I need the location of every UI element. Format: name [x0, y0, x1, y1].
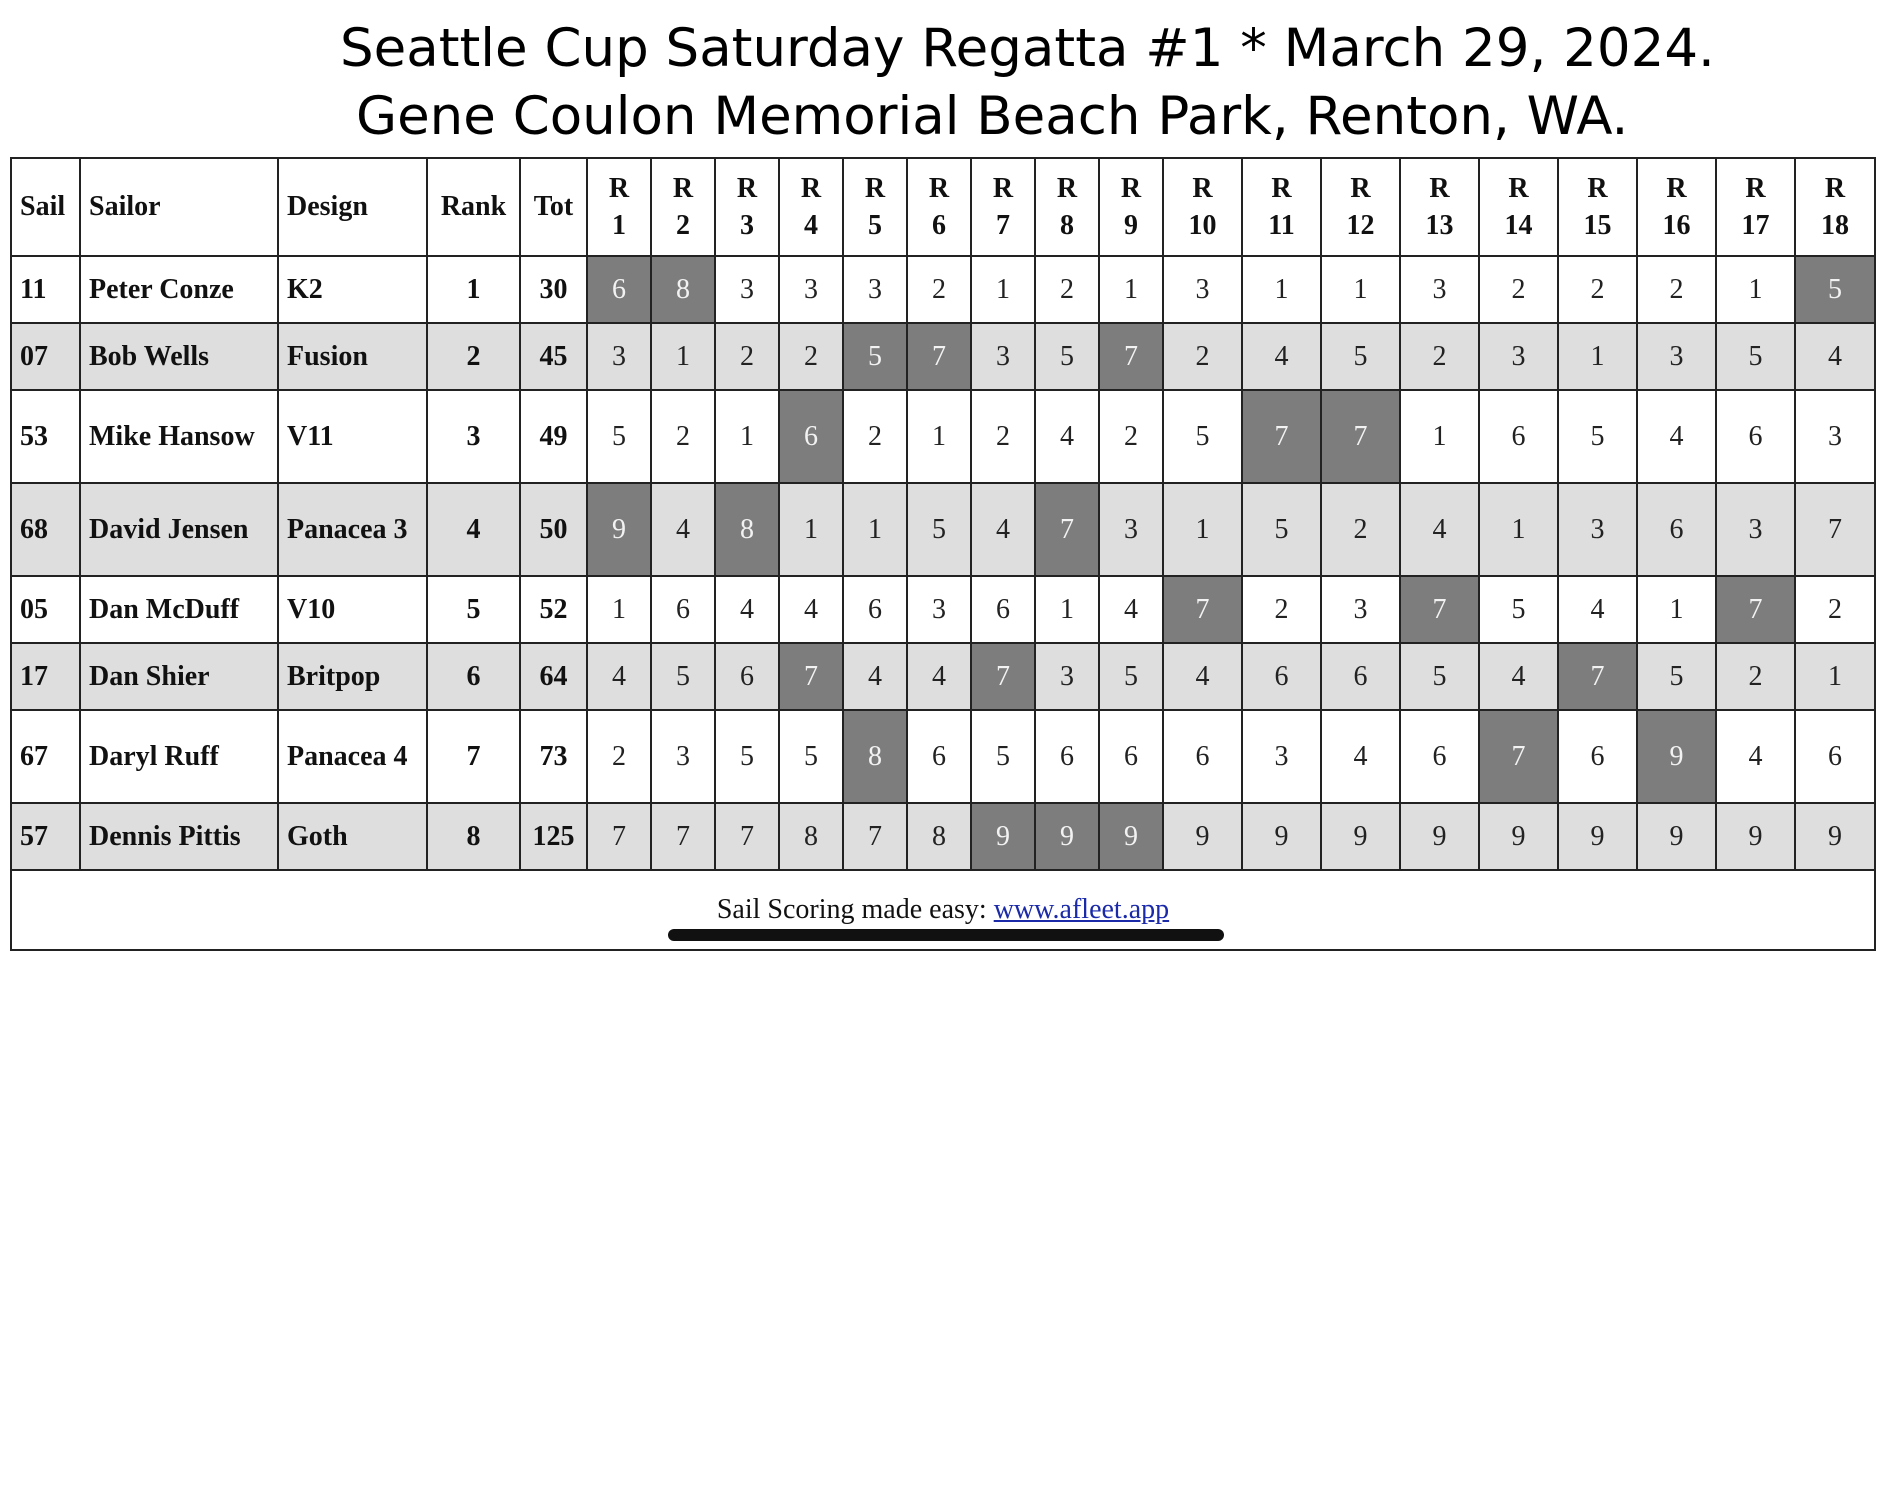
race-header-number: 10 — [1188, 210, 1217, 241]
race-score: 4 — [1163, 643, 1242, 710]
sail-number: 53 — [11, 390, 80, 483]
result-row — [11, 323, 1875, 390]
race-header-9 — [1099, 158, 1163, 256]
race-score: 6 — [971, 576, 1035, 643]
race-score: 3 — [1795, 390, 1875, 483]
dropped-race-score: 7 — [971, 643, 1035, 710]
rank-value: 7 — [427, 710, 520, 803]
race-score: 2 — [1795, 576, 1875, 643]
race-score: 1 — [971, 256, 1035, 323]
race-score: 5 — [1099, 643, 1163, 710]
scroll-indicator-bar — [668, 929, 1224, 941]
boat-design: V11 — [278, 390, 427, 483]
total-points: 50 — [520, 483, 587, 576]
race-header-number: 18 — [1821, 210, 1849, 241]
race-score: 3 — [907, 576, 971, 643]
dropped-race-score: 7 — [779, 643, 843, 710]
race-score: 4 — [1099, 576, 1163, 643]
race-header-prefix: R — [1350, 173, 1371, 204]
race-score: 6 — [1637, 483, 1716, 576]
race-header-prefix: R — [672, 173, 694, 204]
sail-number: 11 — [11, 256, 80, 323]
race-score: 3 — [715, 256, 779, 323]
race-score: 1 — [715, 390, 779, 483]
total-points: 52 — [520, 576, 587, 643]
total-points: 49 — [520, 390, 587, 483]
race-score: 3 — [779, 256, 843, 323]
race-header-number: 17 — [1741, 210, 1770, 241]
race-score: 5 — [1637, 643, 1716, 710]
race-score: 4 — [1558, 576, 1637, 643]
race-header-number: 1 — [612, 210, 626, 241]
race-score: 1 — [843, 483, 907, 576]
race-score: 2 — [587, 710, 651, 803]
race-score: 3 — [843, 256, 907, 323]
race-score: 2 — [1099, 390, 1163, 483]
dropped-race-score: 7 — [1099, 323, 1163, 390]
sailor-name: Mike Hansow — [80, 390, 278, 483]
race-score: 2 — [1242, 576, 1321, 643]
race-score: 3 — [1099, 483, 1163, 576]
race-score: 2 — [1479, 256, 1558, 323]
race-header-number: 8 — [1060, 210, 1074, 241]
race-header-13 — [1400, 158, 1479, 256]
race-score: 3 — [971, 323, 1035, 390]
results-table — [10, 157, 1876, 951]
race-score: 4 — [1479, 643, 1558, 710]
result-row — [11, 576, 1875, 643]
race-score: 4 — [1400, 483, 1479, 576]
race-score: 1 — [1558, 323, 1637, 390]
boat-design: Panacea 3 — [278, 483, 427, 576]
race-header-prefix: R — [1587, 173, 1608, 204]
result-row — [11, 803, 1875, 870]
race-header-4 — [779, 158, 843, 256]
race-score: 1 — [1163, 483, 1242, 576]
race-header-prefix: R — [1745, 173, 1766, 204]
race-header-2 — [651, 158, 715, 256]
race-score: 1 — [1637, 576, 1716, 643]
sailor-name: Dan Shier — [80, 643, 278, 710]
dropped-race-score: 7 — [1400, 576, 1479, 643]
race-header-prefix: R — [1192, 173, 1213, 204]
sailor-name: Bob Wells — [80, 323, 278, 390]
race-score: 1 — [1400, 390, 1479, 483]
race-score: 3 — [651, 710, 715, 803]
race-score: 3 — [1163, 256, 1242, 323]
race-score: 7 — [1795, 483, 1875, 576]
race-score: 5 — [1558, 390, 1637, 483]
race-score: 6 — [1558, 710, 1637, 803]
race-header-number: 3 — [740, 210, 754, 241]
race-score: 1 — [907, 390, 971, 483]
race-score: 6 — [843, 576, 907, 643]
race-header-prefix: R — [864, 173, 886, 204]
race-score: 5 — [651, 643, 715, 710]
race-score: 2 — [779, 323, 843, 390]
sail-number: 67 — [11, 710, 80, 803]
race-score: 5 — [1479, 576, 1558, 643]
race-score: 7 — [715, 803, 779, 870]
race-score: 6 — [715, 643, 779, 710]
race-score: 2 — [715, 323, 779, 390]
race-score: 1 — [1795, 643, 1875, 710]
race-score: 5 — [1035, 323, 1099, 390]
race-score: 3 — [1558, 483, 1637, 576]
race-score: 3 — [1716, 483, 1795, 576]
rank-value: 1 — [427, 256, 520, 323]
race-score: 9 — [1400, 803, 1479, 870]
race-score: 1 — [1479, 483, 1558, 576]
race-score: 4 — [587, 643, 651, 710]
race-score: 6 — [1479, 390, 1558, 483]
race-header-number: 11 — [1268, 210, 1295, 241]
sailor-name: Dennis Pittis — [80, 803, 278, 870]
result-row — [11, 643, 1875, 710]
dropped-race-score: 5 — [1795, 256, 1875, 323]
race-score: 4 — [779, 576, 843, 643]
race-score: 6 — [1242, 643, 1321, 710]
race-header-prefix: R — [1120, 173, 1142, 204]
dropped-race-score: 7 — [907, 323, 971, 390]
sailor-name: Daryl Ruff — [80, 710, 278, 803]
race-header-number: 5 — [868, 210, 882, 241]
race-score: 5 — [715, 710, 779, 803]
race-score: 7 — [843, 803, 907, 870]
race-header-number: 2 — [676, 210, 690, 241]
race-header-number: 9 — [1124, 210, 1138, 241]
race-score: 9 — [1321, 803, 1400, 870]
race-score: 6 — [1400, 710, 1479, 803]
race-score: 3 — [1479, 323, 1558, 390]
race-score: 9 — [1637, 803, 1716, 870]
design-header: Design — [278, 158, 427, 256]
race-score: 5 — [779, 710, 843, 803]
race-score: 2 — [907, 256, 971, 323]
race-header-prefix: R — [1429, 173, 1450, 204]
total-points: 64 — [520, 643, 587, 710]
race-score: 4 — [1716, 710, 1795, 803]
sailor-name: Peter Conze — [80, 256, 278, 323]
total-points: 73 — [520, 710, 587, 803]
header-row — [11, 158, 1875, 256]
race-score: 3 — [1637, 323, 1716, 390]
race-header-number: 12 — [1346, 210, 1375, 241]
race-header-number: 6 — [932, 210, 946, 241]
footer-row — [11, 870, 1875, 950]
race-header-3 — [715, 158, 779, 256]
race-score: 2 — [1321, 483, 1400, 576]
race-score: 5 — [971, 710, 1035, 803]
race-score: 7 — [587, 803, 651, 870]
sailor-name: David Jensen — [80, 483, 278, 576]
dropped-race-score: 7 — [1716, 576, 1795, 643]
race-header-number: 16 — [1662, 210, 1691, 241]
race-score: 5 — [1321, 323, 1400, 390]
rank-value: 8 — [427, 803, 520, 870]
race-header-prefix: R — [800, 173, 822, 204]
race-score: 7 — [651, 803, 715, 870]
race-header-6 — [907, 158, 971, 256]
dropped-race-score: 8 — [651, 256, 715, 323]
result-row — [11, 710, 1875, 803]
race-score: 2 — [1400, 323, 1479, 390]
race-header-prefix: R — [1056, 173, 1078, 204]
race-score: 5 — [1400, 643, 1479, 710]
race-score: 5 — [1716, 323, 1795, 390]
race-score: 4 — [1242, 323, 1321, 390]
dropped-race-score: 5 — [843, 323, 907, 390]
race-score: 4 — [1637, 390, 1716, 483]
race-score: 3 — [1400, 256, 1479, 323]
race-score: 3 — [1035, 643, 1099, 710]
dropped-race-score: 8 — [843, 710, 907, 803]
sail-header: Sail — [11, 158, 80, 256]
rank-value: 2 — [427, 323, 520, 390]
afleet-link[interactable]: www.afleet.app — [993, 894, 1170, 925]
rank-value: 5 — [427, 576, 520, 643]
race-score: 5 — [907, 483, 971, 576]
race-score: 4 — [843, 643, 907, 710]
race-score: 5 — [1242, 483, 1321, 576]
regatta-title: Seattle Cup Saturday Regatta #1 * March 29, 2024. — [340, 18, 1715, 79]
sailor-name: Dan McDuff — [80, 576, 278, 643]
dropped-race-score: 9 — [1035, 803, 1099, 870]
boat-design: Britpop — [278, 643, 427, 710]
race-score: 4 — [971, 483, 1035, 576]
race-header-prefix: R — [1508, 173, 1529, 204]
race-header-1 — [587, 158, 651, 256]
race-score: 9 — [1242, 803, 1321, 870]
race-header-17 — [1716, 158, 1795, 256]
result-row — [11, 256, 1875, 323]
race-score: 1 — [1035, 576, 1099, 643]
dropped-race-score: 7 — [1035, 483, 1099, 576]
race-header-16 — [1637, 158, 1716, 256]
race-header-18 — [1795, 158, 1875, 256]
race-header-number: 15 — [1583, 210, 1612, 241]
regatta-location: Gene Coulon Memorial Beach Park, Renton, WA. — [356, 86, 1629, 147]
rank-value: 6 — [427, 643, 520, 710]
race-score: 4 — [715, 576, 779, 643]
boat-design: K2 — [278, 256, 427, 323]
race-score: 1 — [1716, 256, 1795, 323]
total-header: Tot — [520, 158, 587, 256]
race-score: 1 — [1321, 256, 1400, 323]
race-header-10 — [1163, 158, 1242, 256]
total-points: 30 — [520, 256, 587, 323]
race-score: 9 — [1716, 803, 1795, 870]
race-score: 2 — [651, 390, 715, 483]
race-score: 2 — [1035, 256, 1099, 323]
race-header-prefix: R — [1824, 173, 1846, 204]
race-score: 5 — [1163, 390, 1242, 483]
race-score: 6 — [1163, 710, 1242, 803]
race-score: 6 — [1321, 643, 1400, 710]
race-score: 3 — [1321, 576, 1400, 643]
race-score: 2 — [971, 390, 1035, 483]
race-score: 1 — [1099, 256, 1163, 323]
dropped-race-score: 9 — [971, 803, 1035, 870]
footer-cell — [11, 870, 1875, 950]
dropped-race-score: 9 — [587, 483, 651, 576]
race-header-number: 13 — [1425, 210, 1454, 241]
race-score: 1 — [779, 483, 843, 576]
race-score: 4 — [1035, 390, 1099, 483]
race-header-prefix: R — [736, 173, 758, 204]
race-header-prefix: R — [992, 173, 1014, 204]
race-score: 3 — [587, 323, 651, 390]
race-score: 1 — [1242, 256, 1321, 323]
footer-text: Sail Scoring made easy: — [716, 894, 994, 925]
race-score: 9 — [1163, 803, 1242, 870]
boat-design: Goth — [278, 803, 427, 870]
race-score: 4 — [1321, 710, 1400, 803]
sail-number: 57 — [11, 803, 80, 870]
race-score: 9 — [1479, 803, 1558, 870]
race-header-7 — [971, 158, 1035, 256]
dropped-race-score: 7 — [1321, 390, 1400, 483]
race-score: 2 — [1716, 643, 1795, 710]
race-score: 6 — [1795, 710, 1875, 803]
results-body — [11, 256, 1875, 870]
race-header-prefix: R — [1666, 173, 1687, 204]
race-header-14 — [1479, 158, 1558, 256]
rank-value: 4 — [427, 483, 520, 576]
race-score: 4 — [651, 483, 715, 576]
race-score: 6 — [1035, 710, 1099, 803]
race-score: 2 — [1558, 256, 1637, 323]
race-header-12 — [1321, 158, 1400, 256]
race-score: 5 — [587, 390, 651, 483]
dropped-race-score: 6 — [779, 390, 843, 483]
race-score: 8 — [779, 803, 843, 870]
boat-design: V10 — [278, 576, 427, 643]
race-header-prefix: R — [928, 173, 950, 204]
race-header-number: 4 — [804, 210, 818, 241]
sailor-header: Sailor — [80, 158, 278, 256]
race-header-5 — [843, 158, 907, 256]
sail-number: 05 — [11, 576, 80, 643]
race-score: 3 — [1242, 710, 1321, 803]
dropped-race-score: 6 — [587, 256, 651, 323]
race-score: 4 — [1795, 323, 1875, 390]
race-score: 2 — [1637, 256, 1716, 323]
race-score: 8 — [907, 803, 971, 870]
result-row — [11, 483, 1875, 576]
race-header-11 — [1242, 158, 1321, 256]
boat-design: Panacea 4 — [278, 710, 427, 803]
race-score: 6 — [907, 710, 971, 803]
race-score: 1 — [587, 576, 651, 643]
race-score: 6 — [651, 576, 715, 643]
boat-design: Fusion — [278, 323, 427, 390]
race-score: 2 — [843, 390, 907, 483]
dropped-race-score: 7 — [1242, 390, 1321, 483]
race-header-15 — [1558, 158, 1637, 256]
dropped-race-score: 8 — [715, 483, 779, 576]
dropped-race-score: 7 — [1558, 643, 1637, 710]
dropped-race-score: 9 — [1099, 803, 1163, 870]
race-header-prefix: R — [608, 173, 630, 204]
rank-value: 3 — [427, 390, 520, 483]
sail-number: 17 — [11, 643, 80, 710]
total-points: 45 — [520, 323, 587, 390]
result-row — [11, 390, 1875, 483]
race-score: 6 — [1099, 710, 1163, 803]
race-score: 9 — [1558, 803, 1637, 870]
race-header-number: 7 — [996, 210, 1010, 241]
sail-number: 07 — [11, 323, 80, 390]
sail-number: 68 — [11, 483, 80, 576]
race-header-number: 14 — [1504, 210, 1533, 241]
rank-header: Rank — [427, 158, 520, 256]
race-score: 9 — [1795, 803, 1875, 870]
total-points: 125 — [520, 803, 587, 870]
race-score: 1 — [651, 323, 715, 390]
race-header-8 — [1035, 158, 1099, 256]
dropped-race-score: 7 — [1479, 710, 1558, 803]
race-header-prefix: R — [1271, 173, 1292, 204]
race-score: 2 — [1163, 323, 1242, 390]
race-score: 4 — [907, 643, 971, 710]
dropped-race-score: 7 — [1163, 576, 1242, 643]
dropped-race-score: 9 — [1637, 710, 1716, 803]
race-score: 6 — [1716, 390, 1795, 483]
